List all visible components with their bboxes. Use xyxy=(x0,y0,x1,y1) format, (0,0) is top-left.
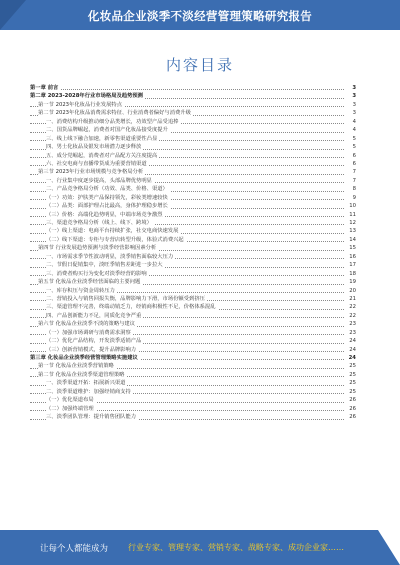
toc-entry-title: 第二章 2023-2028年行业市场格局及趋势预测 xyxy=(30,93,143,100)
toc-page-number: 24 xyxy=(348,355,356,361)
toc-entry-title: （三）价格：高端化趋势明显，中端市场竞争激烈 xyxy=(46,211,163,218)
toc-page-number: 26 xyxy=(349,397,356,404)
toc-entry-title: （三）创新营销模式，提升品牌影响力 xyxy=(46,346,137,353)
toc-entry[interactable] xyxy=(30,244,356,252)
toc-page-number: 12 xyxy=(349,220,356,226)
toc-entry[interactable] xyxy=(30,126,356,134)
footer-banner xyxy=(0,530,400,565)
toc-page-number: 20 xyxy=(349,287,356,294)
footer-expert-list: 行业专家、管理专家、营销专家、战略专家、成功企业家…… xyxy=(128,543,344,552)
toc-entry[interactable] xyxy=(30,413,356,421)
toc-entry-title: 一、库存积压与资金周转压力 xyxy=(46,287,115,294)
toc-page-number: 6 xyxy=(352,152,356,159)
toc-entry-title: 二、国货品牌崛起，消费者对国产化妆品接受度提升 xyxy=(46,127,168,134)
report-title: 化妆品企业淡季不淡经营管理策略研究报告 xyxy=(87,9,313,23)
toc-entry-title: 三、渠道竞争格局分析（线上、线下、跨境） xyxy=(46,220,152,226)
toc-page-number: 14 xyxy=(349,236,356,243)
toc-entry[interactable] xyxy=(30,101,356,109)
toc-entry[interactable] xyxy=(30,160,356,168)
toc-page-number: 4 xyxy=(352,118,356,125)
toc-entry[interactable] xyxy=(30,320,356,328)
toc-entry[interactable] xyxy=(30,337,356,345)
toc-entry[interactable] xyxy=(30,379,356,387)
toc-entry-title: 第六节 化妆品企业淡季不淡的策略与建议 xyxy=(38,321,136,328)
toc-entry[interactable] xyxy=(30,135,356,143)
toc-entry[interactable] xyxy=(30,261,356,269)
toc-entry-title: 一、市场需求季节性波动明显，淡季销售面临较大压力 xyxy=(46,253,174,260)
toc-entry[interactable] xyxy=(30,329,356,337)
toc-entry[interactable] xyxy=(30,168,356,176)
toc-entry-title: 三、消费者购买行为变化对淡季经营的影响 xyxy=(46,270,147,277)
toc-page-number: 25 xyxy=(349,380,356,387)
toc-entry[interactable] xyxy=(30,118,356,126)
toc-entry-title: 二、营销投入与销售回报失衡，品牌影响力下滑，市场份额受到挤压 xyxy=(46,295,205,302)
toc-page-number: 7 xyxy=(352,177,356,184)
toc-entry[interactable] xyxy=(30,354,356,362)
toc-page-number: 10 xyxy=(349,203,356,210)
toc-entry[interactable] xyxy=(30,92,356,100)
toc-entry-title: 二、淡季渠道维护：加强经销商支持 xyxy=(46,388,131,395)
table-of-contents xyxy=(30,84,356,422)
toc-entry-title: （一）优化渠道布局 xyxy=(46,397,94,404)
toc-entry-title: 一、行业集中度逐步提高，头部品牌优势明显 xyxy=(46,177,152,184)
toc-page-number: 13 xyxy=(349,228,356,235)
footer-slogan: 让每个人都能成为 xyxy=(40,544,109,554)
toc-entry[interactable] xyxy=(30,371,356,379)
footer-corner-cut xyxy=(378,530,400,565)
toc-entry-title: （一）功效：护肤类产品保持领先，彩妆类增速较快 xyxy=(46,194,168,201)
toc-entry-title: 三、淡季团队管理：提升销售团队能力 xyxy=(46,414,137,421)
toc-page-number: 11 xyxy=(349,211,356,218)
toc-entry-title: 四、产品创新能力不足，同质化竞争严重 xyxy=(46,312,142,319)
toc-entry[interactable] xyxy=(30,185,356,193)
toc-page-number: 22 xyxy=(349,304,356,311)
toc-entry-title: 第一节 2023年化妆品行业发展特点 xyxy=(38,101,123,108)
toc-entry[interactable] xyxy=(30,405,356,413)
toc-page-number: 5 xyxy=(352,144,356,151)
toc-entry-title: 二、节假日促销集中，淡旺季销售差距进一步拉大 xyxy=(46,262,163,269)
toc-title: 内容目录 xyxy=(165,56,234,74)
toc-entry-title: 第四节 行业发展趋势预测与淡季经营影响因素分析 xyxy=(38,245,157,252)
toc-entry-title: （二）线下渠道：专柜与专营店转型升级，体验式消费兴起 xyxy=(46,236,184,243)
toc-entry-title: （一）加强市场调研与消费需求洞察 xyxy=(46,329,131,336)
toc-page-number: 4 xyxy=(352,127,356,134)
toc-entry[interactable] xyxy=(30,303,356,311)
toc-page-number: 26 xyxy=(349,414,356,421)
toc-page-number: 23 xyxy=(349,321,356,328)
toc-entry-title: 四、男士化妆品及银发市场潜力逐步释放 xyxy=(46,144,142,151)
toc-page-number: 24 xyxy=(349,338,356,345)
toc-entry[interactable] xyxy=(30,253,356,261)
toc-entry[interactable] xyxy=(30,270,356,278)
toc-entry[interactable] xyxy=(30,227,356,235)
toc-page-number: 6 xyxy=(352,160,356,167)
toc-entry[interactable] xyxy=(30,295,356,303)
toc-entry[interactable] xyxy=(30,219,356,227)
toc-entry-title: （二）优化产品结构，开发淡季适销产品 xyxy=(46,338,142,345)
toc-entry[interactable] xyxy=(30,388,356,396)
toc-entry-title: 三、线上线下融合加速，新零售渠道重要性凸显 xyxy=(46,135,158,142)
toc-page-number: 19 xyxy=(349,279,356,286)
toc-leader-dots xyxy=(30,89,344,90)
report-header xyxy=(0,0,400,30)
toc-page-number: 5 xyxy=(352,135,356,142)
toc-entry-title: 第二节 化妆品企业淡季渠道管理策略 xyxy=(38,371,125,378)
toc-entry-title: 三、渠道管理不完善，终端动销乏力，经销商积极性不足，价格体系混乱 xyxy=(46,304,216,311)
toc-page-number: 24 xyxy=(349,346,356,353)
toc-page-number: 25 xyxy=(349,371,356,378)
toc-entry-title: 第三节 2023年行业市场规模与竞争格局分析 xyxy=(38,169,144,176)
toc-page-number: 17 xyxy=(349,262,356,269)
toc-page-number: 3 xyxy=(352,85,356,91)
toc-entry-title: 第一节 化妆品企业淡季营销策略 xyxy=(38,363,114,370)
toc-page-number: 8 xyxy=(352,186,356,193)
toc-page-number: 22 xyxy=(349,312,356,319)
toc-entry[interactable] xyxy=(30,211,356,219)
toc-page-number: 21 xyxy=(349,295,356,302)
toc-entry[interactable] xyxy=(30,396,356,404)
toc-entry[interactable] xyxy=(30,152,356,160)
toc-page-number: 15 xyxy=(349,245,356,252)
toc-entry[interactable] xyxy=(30,177,356,185)
toc-entry[interactable] xyxy=(30,278,356,286)
toc-entry[interactable] xyxy=(30,346,356,354)
toc-entry-title: 第一章 前言 xyxy=(30,85,59,91)
toc-entry[interactable] xyxy=(30,287,356,295)
toc-entry[interactable] xyxy=(30,109,356,117)
toc-entry[interactable] xyxy=(30,312,356,320)
toc-entry-title: 第五节 化妆品企业淡季经营面临的主要问题 xyxy=(38,279,141,286)
toc-entry-title: 六、社交电商与直播带货成为重要营销渠道 xyxy=(46,160,147,167)
toc-entry-title: 第三章 化妆品企业淡季经营管理策略实施建议 xyxy=(30,355,138,361)
toc-entry-title: 二、产品竞争格局分析（功效、品类、价格、渠道） xyxy=(46,186,168,193)
toc-page-number: 9 xyxy=(352,194,356,201)
toc-entry[interactable] xyxy=(30,362,356,370)
toc-entry[interactable] xyxy=(30,194,356,202)
toc-page-number: 18 xyxy=(349,270,356,277)
toc-entry[interactable] xyxy=(30,202,356,210)
toc-entry[interactable] xyxy=(30,143,356,151)
toc-page-number: 25 xyxy=(349,363,356,370)
toc-entry-title: 一、消费结构升级推动细分品类增长，功效型产品受追捧 xyxy=(46,118,179,125)
toc-entry-title: 一、淡季渠道开拓：拓展新兴渠道 xyxy=(46,380,126,387)
toc-page-number: 3 xyxy=(352,110,356,117)
toc-entry-title: （二）加强终端管理 xyxy=(46,405,94,412)
toc-page-number: 16 xyxy=(349,253,356,260)
toc-entry-title: （一）线上渠道：电商平台持续扩张，社交电商快速发展 xyxy=(46,228,179,235)
toc-entry[interactable] xyxy=(30,236,356,244)
toc-page-number: 3 xyxy=(352,101,356,108)
toc-page-number: 7 xyxy=(352,169,356,176)
toc-page-number: 26 xyxy=(349,405,356,412)
toc-entry-title: 五、成分党崛起，消费者对产品配方关注度提高 xyxy=(46,152,158,159)
toc-page-number: 3 xyxy=(352,93,356,100)
toc-entry-title: （二）品类：面部护理占比最高，身体护理稳步增长 xyxy=(46,203,168,210)
toc-page-number: 23 xyxy=(349,329,356,336)
toc-entry[interactable] xyxy=(30,84,356,92)
toc-page-number: 25 xyxy=(349,388,356,395)
toc-entry-title: 第二节 2023年化妆品消费需求特征、行业消费者偏好与消费升级 xyxy=(38,110,191,117)
